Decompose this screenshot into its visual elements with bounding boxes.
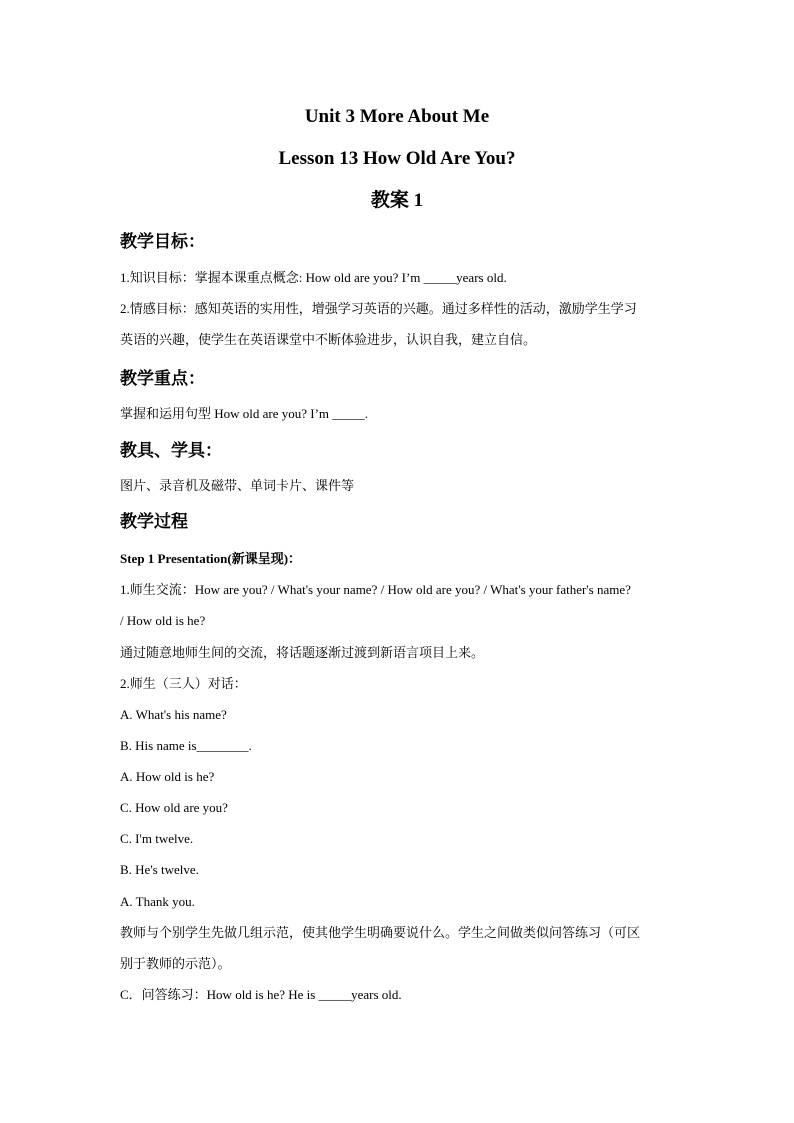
objectives-heading: 教学目标： bbox=[120, 232, 205, 252]
objective-emotion-line-1: 2.情感目标：感知英语的实用性，增强学习英语的兴趣。通过多样性的活动，激励学生学习 bbox=[120, 301, 637, 316]
dialogue-line: C. I'm twelve. bbox=[120, 831, 194, 846]
process-heading: 教学过程 bbox=[120, 512, 188, 532]
tools-heading: 教具、学具： bbox=[120, 441, 222, 461]
dialogue-line: A. How old is he? bbox=[120, 769, 215, 784]
dialogue-line: C. How old are you? bbox=[120, 800, 228, 815]
demo-note-line-1: 教师与个别学生先做几组示范，使其他学生明确要说什么。学生之间做类似问答练习（可区 bbox=[120, 925, 641, 940]
dialogue-line: A. Thank you. bbox=[120, 894, 195, 909]
lesson-title: Lesson 13 How Old Are You? bbox=[278, 148, 516, 169]
plan-title: 教案 1 bbox=[370, 190, 424, 211]
step-1-heading: Step 1 Presentation(新课呈现)： bbox=[120, 551, 302, 566]
dialogue-line: A. What's his name? bbox=[120, 707, 227, 722]
exchange-line-2: / How old is he? bbox=[120, 613, 206, 628]
unit-title: Unit 3 More About Me bbox=[304, 106, 490, 127]
qa-practice: C．问答练习：How old is he? He is _____years old. bbox=[120, 987, 402, 1002]
dialogue-intro: 2.师生（三人）对话： bbox=[120, 676, 247, 691]
exchange-line-1: 1.师生交流：How are you? / What's your name? / How old are you? / What's your father's name? bbox=[120, 582, 631, 597]
objective-knowledge: 1.知识目标：掌握本课重点概念: How old are you? I’m _____years old. bbox=[120, 270, 507, 285]
dialogue-line: B. His name is________. bbox=[120, 738, 252, 753]
keypoints-heading: 教学重点： bbox=[120, 369, 205, 389]
keypoints-text: 掌握和运用句型 How old are you? I’m _____. bbox=[120, 406, 369, 421]
objective-emotion-line-2: 英语的兴趣，使学生在英语课堂中不断体验进步，认识自我，建立自信。 bbox=[120, 332, 537, 347]
transition-text: 通过随意地师生间的交流，将话题逐渐过渡到新语言项目上来。 bbox=[120, 645, 485, 660]
dialogue-line: B. He's twelve. bbox=[120, 862, 199, 877]
demo-note-line-2: 别于教师的示范）。 bbox=[120, 956, 231, 971]
tools-text: 图片、录音机及磁带、单词卡片、课件等 bbox=[120, 478, 355, 493]
